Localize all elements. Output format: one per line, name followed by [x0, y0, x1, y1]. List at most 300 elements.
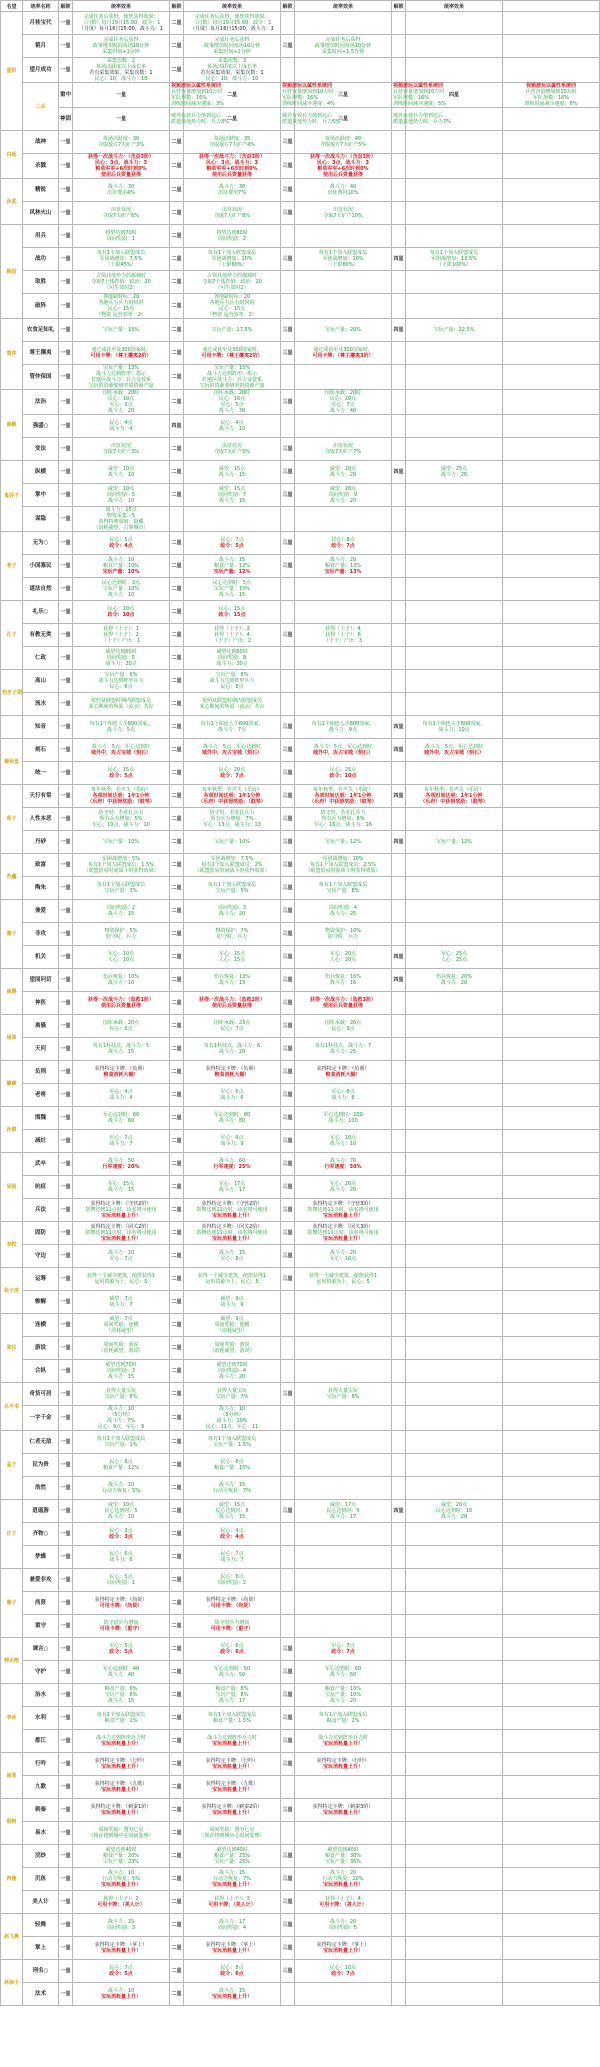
table-row: [1, 601, 600, 624]
effect-line: 宝玩消耗量上升！: [100, 1882, 141, 1888]
effect-line: 战斗力达到阵形兵力时: [206, 1735, 257, 1741]
commander-name-cell: 仁政: [23, 647, 59, 670]
unlock-level-cell: 三星: [295, 83, 392, 108]
effect-line: 战斗力：80: [218, 1118, 246, 1124]
effect-cell: [295, 1891, 392, 1914]
table-row: [1, 1500, 600, 1523]
effect-line: 战斗力：10: [107, 1250, 135, 1256]
effect-cell: [406, 831, 503, 854]
effect-line: 战斗力：60: [329, 1672, 357, 1678]
effect-cell: [184, 808, 281, 831]
fame-group-cell: 孙武: [1, 179, 23, 225]
effect-cell: [184, 854, 281, 877]
table-row: [1, 1730, 600, 1753]
effect-line: 宝玩消耗量上升！: [211, 1213, 252, 1219]
effect-cell: [406, 785, 503, 808]
extra-cell: [503, 1222, 600, 1245]
unlock-level-cell: 二星: [170, 1638, 184, 1661]
extra-cell: [503, 1707, 600, 1730]
effect-line: 战斗力：20: [440, 1514, 468, 1520]
effect-cell: [170, 108, 229, 131]
effect-line: 宝玩消耗量上升！: [322, 1882, 363, 1888]
unlock-level-cell: 一星: [59, 831, 73, 854]
commander-name-cell: 战神: [23, 131, 59, 154]
table-row: [1, 1776, 600, 1799]
effect-line: （消耗威望，游说）: [98, 1348, 144, 1354]
unlock-level-cell: [170, 507, 184, 532]
unlock-level-cell: 二星: [170, 1360, 184, 1383]
effect-line: 使用后兵资量获得: [100, 1003, 141, 1009]
table-row: [1, 693, 600, 716]
effect-line: 宝玩产量：10%: [102, 839, 140, 845]
effect-line: 民心：3点，战斗力：3: [206, 160, 258, 166]
effect-line: （上限100%）: [436, 262, 472, 268]
extra-cell: [503, 1615, 600, 1638]
effect-line: 人心：20点: [329, 957, 357, 963]
effect-line: 战斗力：10%: [216, 1418, 248, 1424]
effect-line: 宝玩产量：25%: [213, 1859, 251, 1865]
unlock-level-cell: [281, 507, 295, 532]
effect-line: 军心：25点: [440, 951, 468, 957]
effect-line: 宝玩消耗量上升！: [211, 1948, 252, 1954]
unlock-level-cell: 一星: [59, 601, 73, 624]
unlock-level-cell: 三星: [281, 1107, 295, 1130]
effect-cell: [295, 1753, 392, 1776]
effect-line: 夺取7天矿产6%: [102, 213, 140, 219]
effect-line: 民心：3点，战斗力：3: [317, 160, 369, 166]
commander-name-cell: 运筹: [23, 1268, 59, 1291]
fame-group-cell: 吴起: [1, 1153, 23, 1222]
effect-line: 政令：4点: [109, 543, 133, 549]
unlock-level-cell: 一星: [59, 946, 73, 969]
unlock-level-cell: [281, 693, 295, 716]
fame-group-cell: 墨子: [1, 900, 23, 969]
unlock-level-cell: 一星: [59, 1477, 73, 1500]
effect-line: 行动力恢复：10%: [322, 1876, 364, 1882]
unlock-level-cell: 一星: [59, 1176, 73, 1199]
extra-cell: [503, 1268, 600, 1291]
effect-line: （上限60%）: [216, 262, 248, 268]
effect-line: 行动力恢复：7%: [213, 1488, 251, 1494]
effect-line: 周间奖励：2: [217, 236, 247, 242]
effect-line: 通过或获至及300国家时，: [202, 347, 262, 353]
unlock-level-cell: [392, 1592, 406, 1615]
effect-cell: [73, 1822, 170, 1845]
effect-line: 伤兵恢复：20%: [435, 974, 473, 980]
effect-cell: [406, 58, 503, 83]
effect-line: 民心：5点: [109, 1574, 133, 1580]
effect-line: 宝玩产量：8%: [326, 888, 360, 894]
effect-line: 周间奖励：4: [217, 1925, 247, 1931]
unlock-level-cell: 二星: [170, 1799, 184, 1822]
extra-cell: [503, 1153, 600, 1176]
extra-cell: [503, 1061, 600, 1084]
unlock-level-cell: 二星: [170, 1245, 184, 1268]
effect-line: 可用卡牌：（尊王攘夷3阶）: [312, 353, 374, 359]
unlock-level-cell: [392, 1454, 406, 1477]
effect-cell: [406, 877, 503, 900]
unlock-level-cell: [392, 342, 406, 365]
commander-name-cell: 梦蝶: [23, 1546, 59, 1569]
effect-cell: [73, 507, 170, 532]
effect-line: 宝玩产量：13%: [102, 365, 140, 371]
extra-cell: [503, 271, 600, 294]
effect-cell: [295, 248, 392, 271]
unlock-level-cell: 二星: [170, 1845, 184, 1868]
unlock-level-cell: 二星: [170, 1153, 184, 1176]
unlock-level-cell: 一星: [59, 1199, 73, 1222]
commander-name-cell: 齐物○: [23, 1523, 59, 1546]
effect-cell: [184, 271, 281, 294]
effect-line: 宝玩消耗量上升！: [322, 1213, 363, 1219]
fame-group-cell: 庄子: [1, 1500, 23, 1569]
effect-cell: [184, 1730, 281, 1753]
effect-line: 视频游玩以属性系统同: [525, 83, 576, 89]
effect-line: 战斗力：20: [329, 498, 357, 504]
unlock-level-cell: [392, 1753, 406, 1776]
effect-line: 每有1个加入联盟成员: [96, 882, 146, 888]
unlock-level-cell: 一星: [59, 58, 73, 83]
effect-line: 获得特定卡牌：（刺秦2阶）: [201, 1804, 263, 1810]
effect-cell: [184, 1176, 281, 1199]
effect-line: 民心达到时：5: [104, 1508, 138, 1514]
effect-line: 人心：10点: [107, 957, 135, 963]
effect-line: 政令：5点: [109, 1971, 133, 1977]
commander-name-cell: 神固: [59, 108, 73, 131]
effect-line: 夺取7个体育值：政治：20: [202, 279, 262, 285]
effect-line: 战斗力：20: [329, 1870, 357, 1876]
unlock-level-cell: 一星: [59, 739, 73, 762]
effect-cell: [295, 58, 392, 83]
effect-line: 各地兵力兵力时同时: [98, 300, 144, 306]
table-row: [1, 1638, 600, 1661]
extra-cell: [503, 923, 600, 946]
effect-cell: [73, 785, 170, 808]
extra-cell: [503, 35, 600, 58]
effect-cell: [184, 624, 281, 647]
effect-cell: [295, 578, 392, 601]
effect-line: 战斗力：7: [109, 1302, 133, 1308]
unlock-level-cell: [392, 578, 406, 601]
unlock-level-cell: 三星: [281, 716, 295, 739]
fame-group-cell: 林徐子: [1, 1960, 23, 2006]
table-row: [1, 1222, 600, 1245]
effect-line: 威望：25点: [440, 466, 468, 472]
effect-line: （上限80%）: [327, 262, 359, 268]
unlock-level-cell: 一星: [59, 365, 73, 390]
unlock-level-cell: 二星: [170, 693, 184, 716]
effect-cell: [184, 1500, 281, 1523]
table-row: [1, 578, 600, 601]
effect-cell: [73, 1406, 170, 1431]
effect-line: 获得特定卡牌：（闭关2阶）: [201, 1224, 263, 1230]
effect-cell: [406, 693, 503, 716]
unlock-level-cell: 一星: [59, 900, 73, 923]
effect-line: 宝玩消耗量上升！: [322, 1810, 363, 1816]
effect-cell: [73, 923, 170, 946]
effect-line: 获得一次战斗力：（急救2阶）: [199, 997, 265, 1003]
unlock-level-cell: 三星: [281, 1500, 295, 1523]
effect-line: 宝玩产量：1%: [104, 1442, 138, 1448]
effect-line: 民心：20点: [329, 396, 357, 402]
commander-name-cell: 尊王攘夷: [23, 342, 59, 365]
unlock-level-cell: 四星: [170, 415, 184, 438]
fame-group-cell: 李牧: [1, 1222, 23, 1268]
effect-line: 宝玩产量：3%: [104, 888, 138, 894]
effect-line: 出征状况: [110, 443, 131, 449]
effect-line: 政事增加时间每场10分钟: [314, 43, 372, 49]
effect-line: 战斗力：5点，军心达到时: [202, 744, 262, 750]
effect-line: （现在将到城中心时间处理）: [88, 1833, 154, 1839]
effect-cell: [184, 1245, 281, 1268]
effect-line: 各地缺时标：20: [102, 294, 140, 300]
effect-line: 获得特定卡牌：（闭关3阶）: [312, 1224, 374, 1230]
effect-cell: [73, 992, 170, 1015]
unlock-level-cell: 四星: [392, 785, 406, 808]
effect-line: 战斗力达到阵形：指示: [206, 371, 257, 377]
effect-line: 每场活跃度：35: [213, 136, 251, 142]
effect-cell: [295, 1153, 392, 1176]
effect-line: 威望：9点: [220, 1316, 244, 1322]
effect-line: 战斗力：7%: [107, 1418, 135, 1424]
effect-cell: [184, 319, 281, 342]
effect-cell: [295, 1661, 392, 1684]
effect-cell: [406, 1983, 503, 2006]
effect-line: 国库承载：23点: [213, 1020, 251, 1026]
effect-line: 每有1个加入联盟成员: [96, 250, 146, 256]
effect-line: （士子）产出：3: [323, 638, 363, 644]
extra-cell: [503, 1406, 600, 1431]
extra-cell: [503, 438, 600, 461]
extra-cell: [503, 670, 600, 693]
effect-line: 某心期间的所需（流水）共存: [199, 704, 265, 710]
effect-line: 运用资源为上，民心：5: [316, 1279, 370, 1285]
effect-line: 宝玩产量：12%: [213, 569, 251, 575]
unlock-level-cell: [281, 1360, 295, 1383]
unlock-level-cell: 三星: [281, 1661, 295, 1684]
effect-cell: [73, 1615, 170, 1638]
effect-cell: [184, 1153, 281, 1176]
effect-line: 威望：20点: [329, 486, 357, 492]
effect-cell: [295, 1061, 392, 1084]
effect-line: （消耗威望）: [105, 1328, 136, 1334]
commander-name-cell: 礼乐○: [23, 601, 59, 624]
effect-line: 战斗力：20: [440, 980, 468, 986]
effect-line: 获得（士子）：3: [214, 626, 250, 632]
unlock-level-cell: 四星: [392, 319, 406, 342]
unlock-level-cell: 三星: [281, 624, 295, 647]
effect-line: 宝玩产量：15%: [213, 365, 251, 371]
effect-line: 宝玩消耗量上升！: [322, 1741, 363, 1747]
effect-line: 战斗力：10: [329, 1141, 357, 1147]
effect-cell: [295, 154, 392, 179]
extra-cell: [503, 202, 600, 225]
extra-cell: [503, 739, 600, 762]
effect-line: 军心：8点: [220, 1256, 244, 1262]
effect-cell: [295, 923, 392, 946]
effect-cell: [295, 762, 392, 785]
table-row: [1, 624, 600, 647]
effect-cell: [73, 1130, 170, 1153]
unlock-level-cell: [392, 1291, 406, 1314]
commander-name-cell: 统一: [23, 762, 59, 785]
effect-cell: [295, 1383, 392, 1406]
effect-cell: [184, 365, 281, 390]
effect-line: （乐府）中获得奖励：（鼓琴）: [420, 799, 488, 805]
effect-line: 周间奖励：2: [106, 905, 136, 911]
effect-line: 国库承载：20点: [102, 1020, 140, 1026]
effect-cell: [73, 1360, 170, 1383]
effect-cell: [73, 35, 170, 58]
commander-name-cell: 刻石: [23, 739, 59, 762]
unlock-level-cell: 三星: [281, 484, 295, 507]
effect-line: 政令：7点: [331, 543, 355, 549]
effect-cell: [73, 438, 170, 461]
effect-line: 战斗力：15: [218, 472, 246, 478]
effect-line: 粮食消耗大幅！: [103, 1072, 139, 1078]
effect-cell: [73, 1383, 170, 1406]
effect-line: 战斗力：15: [218, 1250, 246, 1256]
effect-line: 宝玩产量：6%: [104, 1394, 138, 1400]
effect-line: 将望达到80时: [216, 230, 248, 236]
effect-cell: [184, 1960, 281, 1983]
extra-cell: [503, 1500, 600, 1523]
extra-cell: [503, 154, 600, 179]
table-row: [1, 716, 600, 739]
effect-cell: [406, 647, 503, 670]
unlock-level-cell: [281, 1983, 295, 2006]
commander-name-cell: 风林火山: [23, 202, 59, 225]
effect-cell: [406, 1015, 503, 1038]
effect-cell: [503, 83, 600, 108]
effect-cell: [295, 225, 392, 248]
effect-line: 军团战增加：5%: [102, 856, 140, 862]
unlock-level-cell: 三星: [281, 1960, 295, 1983]
unlock-level-cell: 一星: [59, 1914, 73, 1937]
extra-cell: [503, 578, 600, 601]
effect-cell: [295, 1914, 392, 1937]
effect-line: 军队规模：16%: [532, 95, 570, 101]
effect-line: 可用卡牌：（美人计）: [208, 1902, 256, 1908]
header-fame: 名望: [1, 1, 23, 12]
effect-line: 战斗力达到阵形兵力: [209, 678, 255, 684]
effect-cell: [73, 225, 170, 248]
effect-line: 军心：5点: [109, 1643, 133, 1649]
effect-cell: [406, 716, 503, 739]
effect-line: 宝玩消耗量上升！: [100, 1994, 141, 2000]
effect-line: 可用卡牌：（尚贤）: [99, 1603, 143, 1609]
effect-line: 宝玩消耗量上升！: [100, 1810, 141, 1816]
unlock-level-cell: 二星: [170, 1914, 184, 1937]
effect-cell: [406, 1291, 503, 1314]
effect-cell: [295, 1776, 392, 1799]
effect-line: 宝玩消耗量上升！: [322, 1764, 363, 1770]
unlock-level-cell: 一星: [59, 294, 73, 319]
effect-cell: [406, 1776, 503, 1799]
effect-cell: [295, 693, 392, 716]
unlock-level-cell: [392, 1546, 406, 1569]
effect-line: 战斗力：10: [107, 1988, 135, 1994]
effect-cell: [295, 1245, 392, 1268]
effect-cell: [295, 1684, 392, 1707]
effect-line: 周间奖励：2: [217, 1580, 247, 1586]
table-row: [1, 154, 600, 179]
unlock-level-cell: [392, 271, 406, 294]
effect-line: 每有1个相连人手800国家，: [200, 721, 264, 727]
effect-cell: [406, 12, 503, 35]
fame-group-cell: 韩信: [1, 225, 23, 319]
extra-cell: [503, 1107, 600, 1130]
extra-cell: [503, 1799, 600, 1822]
unlock-level-cell: 一星: [59, 1454, 73, 1477]
extra-cell: [503, 390, 600, 415]
commander-name-cell: 管仲保国: [23, 365, 59, 390]
unlock-level-cell: 三星: [281, 1937, 295, 1960]
commander-name-cell: 轻舞: [23, 1914, 59, 1937]
unlock-level-cell: [392, 1337, 406, 1360]
effect-line: 粮食产量：1.5%: [213, 1718, 251, 1724]
effect-line: 战斗力：25: [329, 1049, 357, 1055]
effect-line: 宝玩产量：22.5%: [433, 327, 475, 333]
effect-cell: [406, 1891, 503, 1914]
effect-line: 使用后兵资量获得: [322, 172, 363, 178]
unlock-level-cell: [392, 1523, 406, 1546]
effect-cell: [295, 390, 392, 415]
unlock-level-cell: [281, 1569, 295, 1592]
fame-group-cell: 老子: [1, 532, 23, 601]
effect-line: 威望达到60时: [105, 649, 137, 655]
unlock-level-cell: [281, 58, 295, 83]
effect-cell: [406, 1684, 503, 1707]
effect-cell: [406, 1199, 503, 1222]
effect-cell: [295, 1084, 392, 1107]
effect-line: （物资 运营效率：2）: [207, 312, 257, 318]
effect-line: 战斗力：15点: [105, 507, 137, 513]
effect-line: 宝玩产量：10%: [213, 839, 251, 845]
unlock-level-cell: 二星: [170, 1937, 184, 1960]
commander-name-cell: 吮疽: [23, 1176, 59, 1199]
commander-name-cell: 精锐: [23, 179, 59, 202]
table-row: [1, 969, 600, 992]
effect-cell: [73, 624, 170, 647]
effect-line: 周间奖励：3: [217, 905, 247, 911]
commander-name-cell: 纵横: [23, 461, 59, 484]
effect-line: 战斗力：60: [107, 1118, 135, 1124]
unlock-level-cell: 一星: [59, 1061, 73, 1084]
commander-name-cell: 掌上: [23, 1937, 59, 1960]
table-row: [1, 1199, 600, 1222]
unlock-level-cell: 二星: [170, 785, 184, 808]
effect-cell: [73, 1638, 170, 1661]
effect-cell: [73, 1199, 170, 1222]
unlock-level-cell: 二星: [170, 390, 184, 415]
commander-name-cell: 天问: [23, 1038, 59, 1061]
effect-line: 行动力恢复：5%: [102, 1876, 140, 1882]
commander-name-cell: 浩然: [23, 1477, 59, 1500]
unlock-level-cell: [392, 154, 406, 179]
effect-line: 战斗力：20: [218, 911, 246, 917]
effect-cell: [73, 647, 170, 670]
unlock-level-cell: 二星: [170, 248, 184, 271]
effect-line: 民心达到时：10: [435, 1508, 473, 1514]
effect-line: 训练时间减少速度：3%: [171, 101, 224, 107]
effect-line: 粮食消耗大幅！: [325, 1072, 361, 1078]
effect-cell: [184, 154, 281, 179]
table-row: [1, 179, 600, 202]
effect-line: （5分钟）: [220, 1412, 244, 1418]
effect-line: 威望达到70时: [105, 1362, 137, 1368]
effect-cell: [184, 785, 281, 808]
